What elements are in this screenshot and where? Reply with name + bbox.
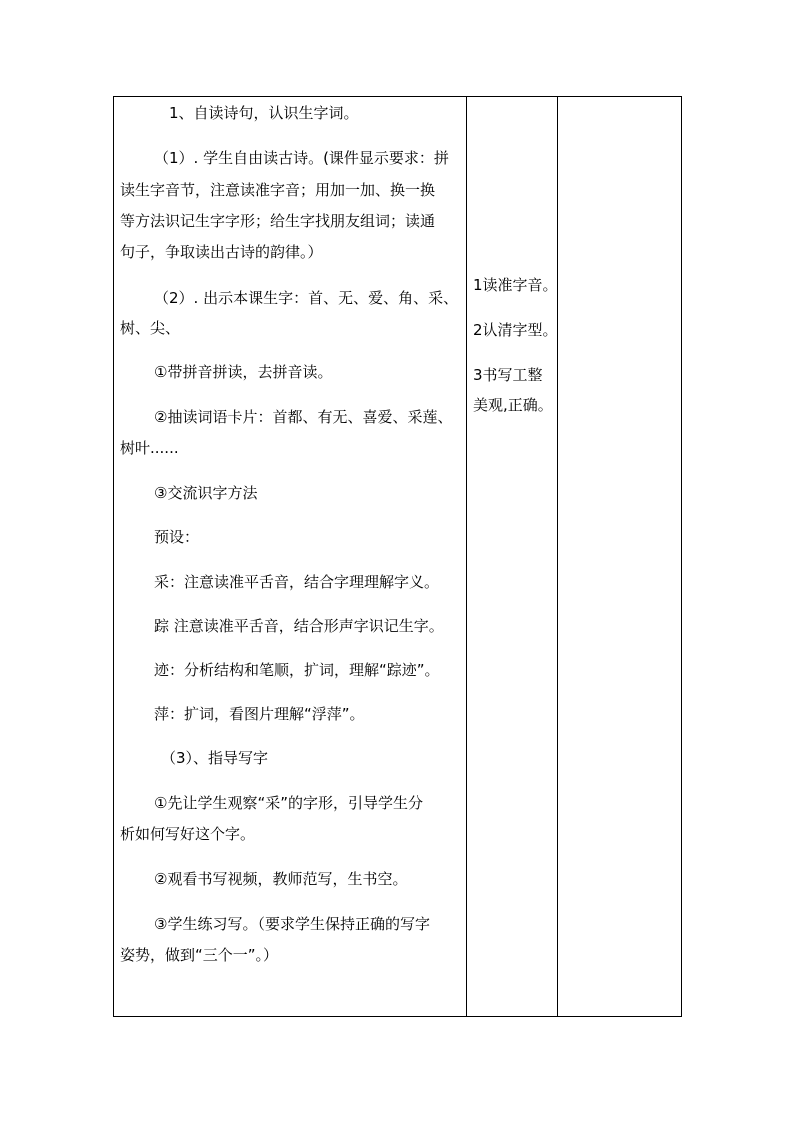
process-line: 姿势，做到“三个一”。） — [120, 946, 279, 964]
process-line: 踪 注意读准平舌音，结合形声字识记生字。 — [154, 617, 444, 635]
process-line: 树叶...... — [120, 439, 179, 457]
process-line: ①先让学生观察“采”的字形，引导学生分 — [154, 794, 423, 812]
process-line: 预设： — [154, 528, 200, 546]
process-line: 析如何写好这个字。 — [120, 825, 256, 843]
process-line: ②抽读词语卡片：首都、有无、喜爱、采莲、 — [154, 408, 453, 426]
notes-cell — [558, 97, 682, 1017]
process-line: 树、尖、 — [120, 319, 181, 337]
learning-goals-text — [467, 97, 557, 1016]
process-line: 句子，争取读出古诗的韵律。） — [120, 243, 323, 261]
process-line: （3）、指导写字 — [161, 749, 269, 767]
process-line: ③学生练习写。（要求学生保持正确的写字 — [154, 915, 430, 933]
learning-goals-cell — [467, 97, 558, 1017]
goal-line: 3书写工整 — [473, 366, 543, 384]
lesson-plan-table — [113, 96, 682, 1017]
process-line: 1、自读诗句，认识生字词。 — [169, 104, 359, 122]
process-line: （1）. 学生自由读古诗。(课件显示要求：拼 — [154, 149, 449, 167]
process-line: 迹：分析结构和笔顺，扩词，理解“踪迹”。 — [154, 661, 440, 679]
process-line: 读生字音节，注意读准字音；用加一加、换一换 — [120, 181, 436, 199]
teaching-process-cell — [114, 97, 467, 1017]
goal-line: 美观,正确。 — [473, 396, 553, 414]
table-row — [114, 97, 682, 1017]
process-line: ③交流识字方法 — [154, 484, 258, 502]
process-line: （2）. 出示本课生字：首、无、爱、角、采、 — [154, 289, 459, 307]
goal-line: 1读准字音。 — [473, 276, 558, 294]
process-line: ②观看书写视频，教师范写，生书空。 — [154, 870, 408, 888]
teaching-process-text — [114, 97, 466, 1016]
process-line: 采：注意读准平舌音，结合字理理解字义。 — [154, 573, 440, 591]
process-line: 萍：扩词，看图片理解“浮萍”。 — [154, 705, 365, 723]
process-line: 等方法识记生字字形；给生字找朋友组词；读通 — [120, 212, 436, 230]
goal-line: 2认清字型。 — [473, 321, 558, 339]
process-line: ①带拼音拼读，去拼音读。 — [154, 363, 333, 381]
